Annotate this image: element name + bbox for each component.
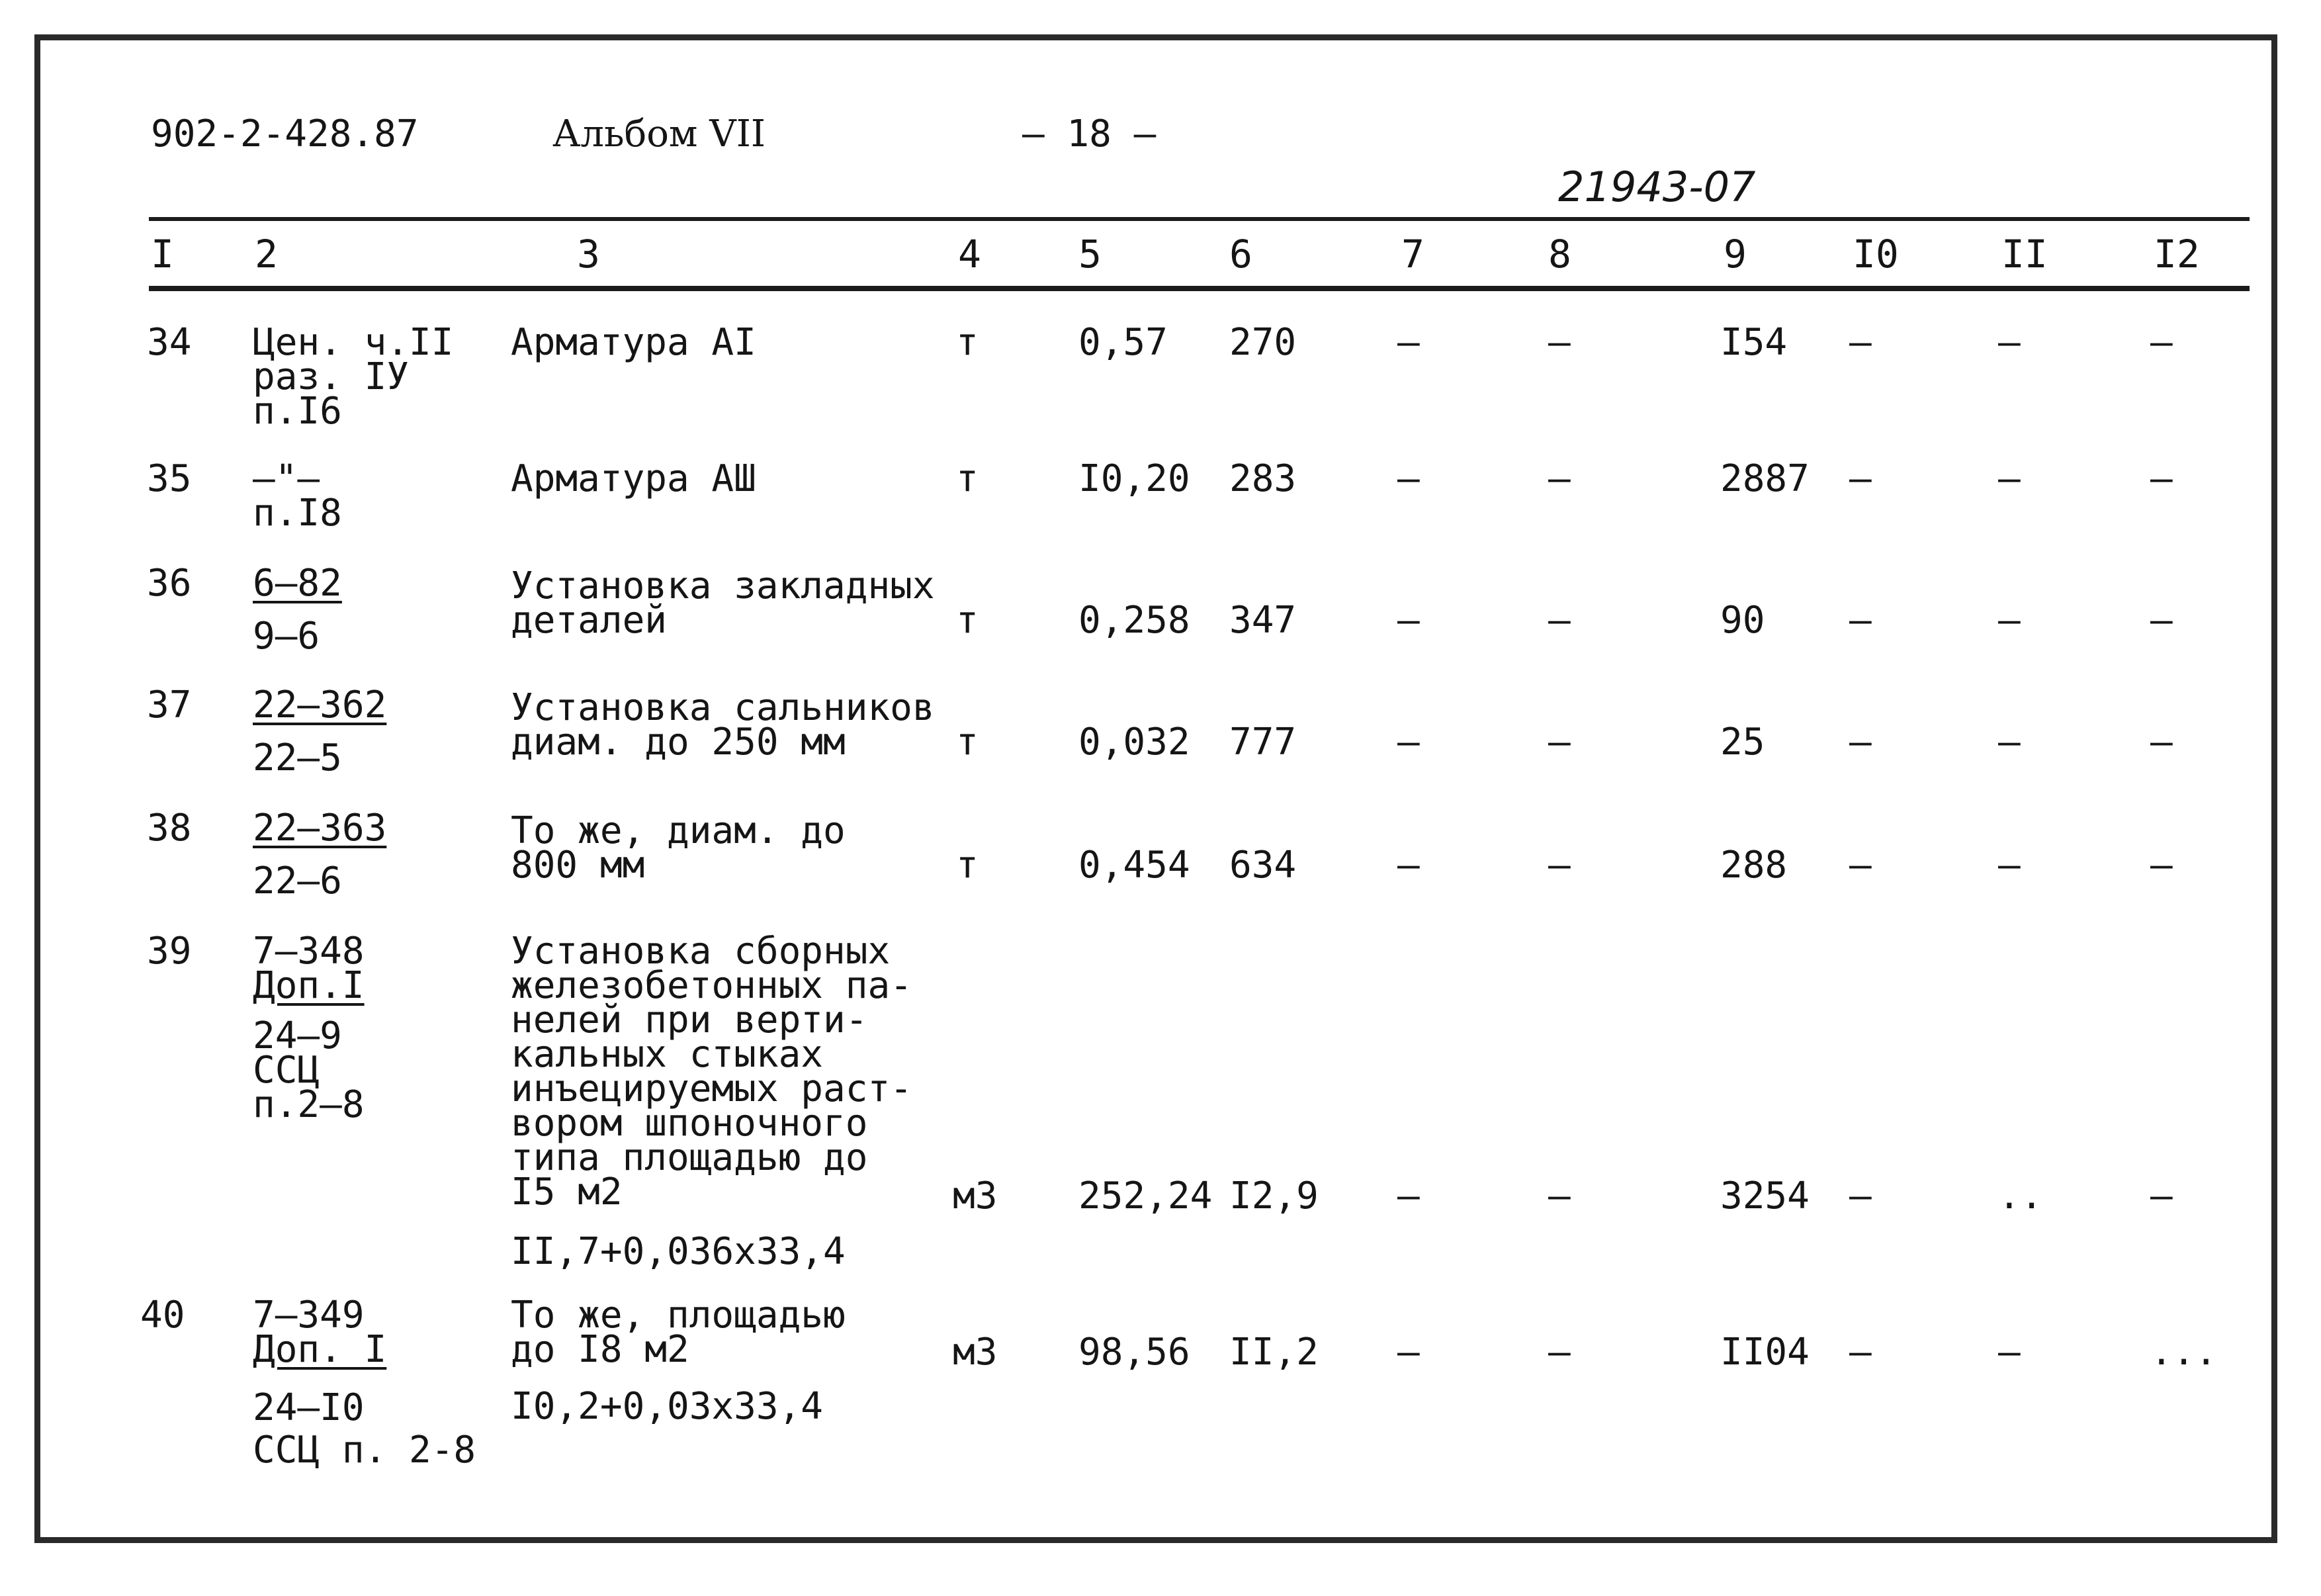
column-number: 8	[1548, 232, 1571, 277]
row-quantity: 0,258	[1078, 599, 1190, 642]
row-price: 283	[1229, 457, 1297, 500]
row-unit: т	[956, 721, 979, 764]
col9-value: 2887	[1720, 457, 1810, 500]
row-quantity: 0,57	[1078, 321, 1168, 364]
col9-value: 25	[1720, 721, 1765, 764]
row-unit: т	[956, 844, 979, 887]
col10-value: –	[1849, 1175, 1872, 1218]
row-quantity: 98,56	[1078, 1331, 1190, 1374]
row-number: 36	[147, 562, 192, 605]
row-reference-supplement: Доп. I	[253, 1328, 387, 1371]
row-unit: м3	[953, 1331, 998, 1374]
row-reference: –"– п.I8	[253, 457, 342, 535]
row-reference-bottom: 9–6	[253, 615, 320, 658]
row-price: I2,9	[1229, 1175, 1319, 1218]
row-unit: т	[956, 599, 979, 642]
col9-value: 3254	[1720, 1175, 1810, 1218]
col12-value: –	[2150, 721, 2173, 764]
col7-value: –	[1397, 1331, 1420, 1374]
row-price: 634	[1229, 844, 1297, 887]
col8-value: –	[1548, 321, 1571, 364]
row-reference: Цен. ч.II раз. IУ п.I6	[253, 321, 454, 433]
album-label: Альбом VII	[552, 112, 766, 155]
column-number: 9	[1724, 232, 1747, 277]
row-quantity: 252,24	[1078, 1175, 1213, 1218]
row-unit: т	[956, 321, 979, 364]
row-number: 38	[147, 807, 192, 850]
row-description-formula: I0,2+0,03х33,4	[511, 1385, 824, 1428]
col9-value: 288	[1720, 844, 1788, 887]
col10-value: –	[1849, 721, 1872, 764]
col8-value: –	[1548, 1331, 1571, 1374]
row-reference: 7–349	[253, 1294, 365, 1337]
column-number: II	[2001, 232, 2048, 277]
col11-value: –	[1998, 599, 2021, 642]
row-unit: т	[956, 457, 979, 500]
column-number: 5	[1078, 232, 1102, 277]
col11-value: –	[1998, 1331, 2021, 1374]
row-quantity: 0,454	[1078, 844, 1190, 887]
col7-value: –	[1397, 457, 1420, 500]
row-quantity: 0,032	[1078, 721, 1190, 764]
col8-value: –	[1548, 1175, 1571, 1218]
col8-value: –	[1548, 721, 1571, 764]
row-number: 40	[140, 1294, 185, 1337]
col8-value: –	[1548, 844, 1571, 887]
row-description: Арматура AШ	[511, 457, 756, 500]
row-quantity: I0,20	[1078, 457, 1190, 500]
col11-value: –	[1998, 721, 2021, 764]
row-reference-supplement: Доп.I	[253, 964, 365, 1007]
row-description: Установка закладных деталей	[511, 564, 935, 642]
row-number: 39	[147, 930, 192, 973]
col10-value: –	[1849, 844, 1872, 887]
col12-value: –	[2150, 1175, 2173, 1218]
col12-value: –	[2150, 599, 2173, 642]
col11-value: –	[1998, 844, 2021, 887]
col7-value: –	[1397, 844, 1420, 887]
col10-value: –	[1849, 599, 1872, 642]
column-number: 3	[577, 232, 600, 277]
row-reference: 6–82	[253, 562, 342, 605]
column-number: I0	[1853, 232, 1899, 277]
row-description: Установка сборных железобетонных па- нелей при верти- кальных стыках инъецируемых раст- вором шпоночного типа площадью до I5 м2	[511, 930, 912, 1214]
col7-value: –	[1397, 599, 1420, 642]
row-number: 34	[147, 321, 192, 364]
inventory-number: 21943-07	[1558, 163, 1756, 211]
header-bottom-rule	[149, 286, 2250, 291]
row-description-formula: II,7+0,036х33,4	[511, 1230, 846, 1273]
row-description: То же, площадью до I8 м2	[511, 1294, 846, 1371]
row-unit: м3	[953, 1175, 998, 1218]
row-price: II,2	[1229, 1331, 1319, 1374]
col7-value: –	[1397, 721, 1420, 764]
column-number: 7	[1401, 232, 1424, 277]
row-reference-bottom: 22–6	[253, 860, 342, 903]
column-number: 6	[1229, 232, 1252, 277]
row-description: Арматура AI	[511, 321, 756, 364]
col11-value: ..	[1998, 1175, 2043, 1218]
column-number: 2	[255, 232, 278, 277]
col12-value: –	[2150, 844, 2173, 887]
page-number: – 18 –	[1022, 112, 1157, 155]
row-reference: 22–362	[253, 684, 387, 727]
col7-value: –	[1397, 1175, 1420, 1218]
row-number: 37	[147, 684, 192, 727]
col11-value: –	[1998, 321, 2021, 364]
row-description: То же, диам. до 800 мм	[511, 809, 846, 887]
row-price: 270	[1229, 321, 1297, 364]
document-sheet	[34, 34, 2277, 1543]
column-number: I2	[2154, 232, 2200, 277]
column-number: I	[151, 232, 174, 277]
row-number: 35	[147, 457, 192, 500]
col12-value: ...	[2150, 1331, 2218, 1374]
col9-value: 90	[1720, 599, 1765, 642]
row-reference-bottom: 22–5	[253, 736, 342, 779]
col12-value: –	[2150, 321, 2173, 364]
col8-value: –	[1548, 457, 1571, 500]
col9-value: II04	[1720, 1331, 1810, 1374]
col8-value: –	[1548, 599, 1571, 642]
col9-value: I54	[1720, 321, 1788, 364]
doc-code: 902-2-428.87	[151, 112, 419, 155]
row-reference: 7–348	[253, 930, 365, 973]
column-number: 4	[958, 232, 981, 277]
header-top-rule	[149, 217, 2250, 221]
row-reference: 22–363	[253, 807, 387, 850]
row-reference-bottom: 24–9 ССЦ п.2–8	[253, 1014, 365, 1126]
row-price: 347	[1229, 599, 1297, 642]
col10-value: –	[1849, 321, 1872, 364]
col7-value: –	[1397, 321, 1420, 364]
col10-value: –	[1849, 1331, 1872, 1374]
col10-value: –	[1849, 457, 1872, 500]
col11-value: –	[1998, 457, 2021, 500]
row-description: Установка сальников диам. до 250 мм	[511, 686, 935, 764]
row-price: 777	[1229, 721, 1297, 764]
col12-value: –	[2150, 457, 2173, 500]
row-reference-bottom: 24–I0 ССЦ п. 2-8	[253, 1386, 476, 1472]
